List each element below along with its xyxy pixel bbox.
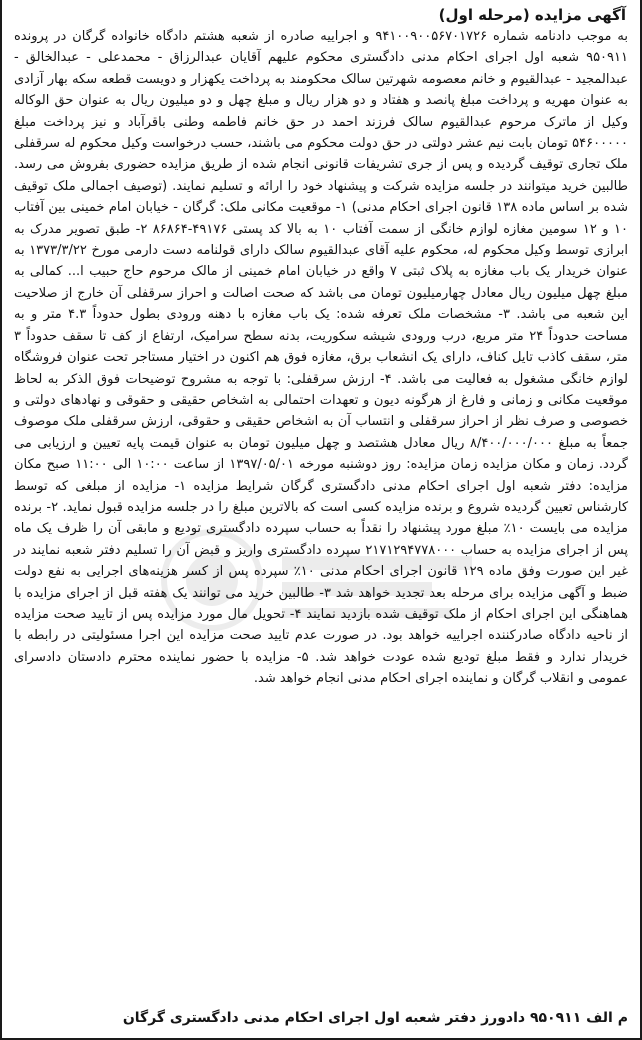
notice-paragraph: به موجب دادنامه شماره ۹۴۱۰۰۹۰۰۵۶۷۰۱۷۲۶ و اجراییه صادره از شعبه هشتم دادگاه خانواده گرگان در پرونده ۹۵۰۹۱۱ شعبه اول اجرای احکام مدنی دادگستری محکوم علیهم آقایان عبدالرزاق - محمدعلی - عبدالخالق - عبدالمجید - عبدالقیوم و خانم معصومه شهرتین سالک محکومند به پرداخت یکهزار و دویست قطعه سکه بهار آزادی به عنوان مهریه و پرداخت مبلغ پانصد و هفتاد و دو هزار ریال و مبلغ چهل و دو میلیون ریال به عنوان حق الوکاله وکیل از ماترک مرحوم عبدالقیوم سالک فرزند احمد در حق خانم فاطمه وطنی باقرآباد و نیز پرداخت مبلغ ۵۴۶۰۰۰۰۰ تومان بابت نیم عشر دولتی در حق دولت محکوم می باشند، حسب درخواست وکیل محکوم له سرقفلی ملک تجاری توقیف گردیده و پس از جری تشریفات قانونی انجام شده از طریق مزایده حضوری بفروش می رسد. طالبین خرید میتوانند در جلسه مزایده شرکت و پیشنهاد خود را ارائه و تسلیم نمایند. (توصیف اجمالی ملک توقیف شده بر اساس ماده ۱۳۸ قانون اجرای احکام مدنی) ۱- موقعیت مکانی ملک: گرگان - خیابان امام خمینی بین آفتاب ۱۰ و ۱۲ سومین مغازه لوازم خانگی از سمت آفتاب ۱۰ به بالا کد پستی ۴۹۱۷۶-۸۶۸۶۴ ۲- طبق تصویر مدرک به ابرازی توسط وکیل محکوم له، محکوم علیه آقای عبدالقیوم سالک دارای قولنامه دست دارمی مورخ ۱۳۷۳/۳/۲۲ به عنوان خریدار یک باب مغازه به پلاک ثبتی ۷ واقع در خیابان امام خمینی از مالک مرحوم حاج حبیب ا... کمالی به مبلغ چهل میلیون ریال معادل چهارمیلیون تومان می باشد که صحت اصالت و احراز سرقفلی آن خارج از صلاحیت این شعبه می باشد. ۳- مشخصات ملک تعرفه شده: یک باب مغازه با دهنه ورودی بطول حدوداً ۴.۳ متر و به مساحت حدوداً ۲۴ متر مربع، درب ورودی شیشه سکوریت، بدنه سطح سرامیک، ارتفاع از کف تا سقف حدوداً ۳ متر، سقف کاذب تایل کناف، دارای یک انشعاب برق، مغازه فوق هم اکنون در اختیار مستاجر تحت عنوان فروشگاه لوازم خانگی مشغول به فعالیت می باشد. ۴- ارزش سرقفلی: با توجه به مشروح توضیحات فوق الذکر به لحاظ موقعیت مکانی و زمانی و فارغ از هرگونه دیون و تعهدات احتمالی به اشخاص حقیقی و حقوقی و نهادهای دولتی و خصوصی و صرف نظر از احراز سرقفلی و انتساب آن به اشخاص حقیقی و حقوقی، ارزش سرقفلی ملک موصوف جمعاً به مبلغ ۸/۴۰۰/۰۰۰/۰۰۰ ریال معادل هشتصد و چهل میلیون تومان به عنوان قیمت پایه تعیین و ارزیابی می گردد. زمان و مکان مزایده زمان مزایده: روز دوشنبه مورخه ۱۳۹۷/۰۵/۰۱ از ساعت ۱۰:۰۰ الی ۱۱:۰۰ صبح مکان مزایده: دفتر شعبه اول اجرای احکام مدنی دادگستری گرگان شرایط مزایده ۱- مزایده از مبلغی که توسط کارشناس تعیین گردیده شروع و برنده مزایده کسی است که بالاترین مبلغ را در جلسه مزایده قبول نماید. ۲- برنده مزایده می بایست ۱۰٪ مبلغ مورد پیشنهاد را نقداً به حساب سپرده دادگستری تودیع و مابقی آن را ظرف یک ماه پس از اجرای مزایده به حساب ۲۱۷۱۲۹۴۷۷۸۰۰۰ سپرده دادگستری واریز و قبض آن را تسلیم دفتر شعبه نمایند در غیر این صورت وفق ماده ۱۲۹ قانون اجرای احکام مدنی ۱۰٪ سپرده پس از کسر هزینه‌های اجرایی به نفع دولت ضبط و آگهی مزایده برای مرحله بعد تجدید خواهد شد ۳- طالبین خرید می توانند یک هفته قبل از اجرای مزایده با هماهنگی این اجرای احکام از ملک توقیف شده بازدید نمایند ۴- تحویل مال مورد مزایده پس از تایید صحت مزایده از ناحیه دادگاه صادرکننده اجراییه خواهد بود. در صورت عدم تایید صحت مزایده این اجرا مسئولیتی در رابطه با خریدار ندارد و فقط مبلغ تودیع شده عودت خواهد شد. ۵- مزایده با حضور نماینده محترم دادستان دادسرای عمومی و انقلاب گرگان و نماینده اجرای احکام مدنی انجام خواهد شد. — [14, 29, 629, 687]
notice-title: آگهی مزایده (مرحله اول) — [438, 6, 626, 24]
notice-body — [14, 26, 628, 690]
notice-footer: م الف ۹۵۰۹۱۱ دادورز دفتر شعبه اول اجرای احکام مدنی دادگستری گرگان — [122, 1010, 628, 1026]
